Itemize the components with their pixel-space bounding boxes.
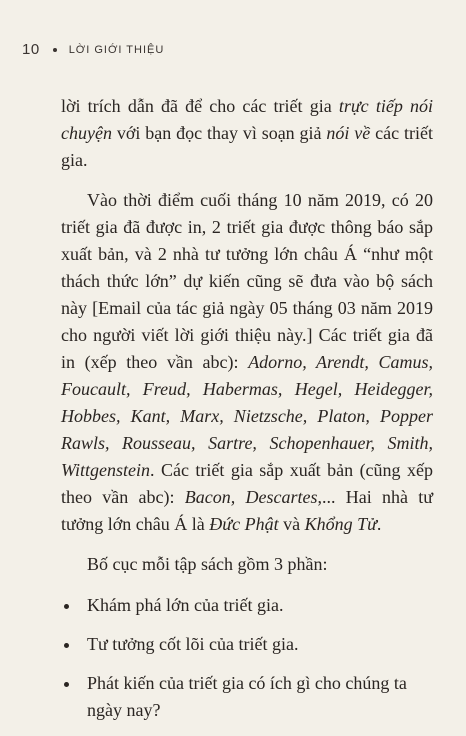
bullet-icon: [64, 643, 69, 648]
list-item: [61, 670, 433, 724]
paragraph-2: [61, 187, 433, 538]
text-run: với bạn đọc thay vì soạn giả: [111, 123, 327, 143]
list-item-text: Phát kiến của triết gia có ích gì cho chúng ta ngày nay?: [87, 673, 407, 720]
list-item: [61, 592, 433, 619]
list-item: [61, 631, 433, 658]
page-number: 10: [22, 41, 40, 58]
text-run: . Các triết gia sắp xuất bản (cũng xếp theo vần abc):: [61, 460, 433, 507]
bullet-dot-icon: [53, 48, 57, 52]
text-run: ,... Hai nhà tư tưởng lớn châu Á là: [61, 487, 434, 534]
text-run: Vào thời điểm cuối tháng 10 năm 2019, có 20 triết gia đã được in, 2 triết gia được thông báo sắp xuất bản, và 2 nhà tư tưởng lớn châu Á “như một thách thức lớn” dự kiến cũng sẽ đưa vào bộ sách này [Email của tác giả ngày 05 tháng 03 năm 2019 cho người viết lời giới thiệu này.] Các triết gia đã in (xếp theo vần abc):: [61, 190, 433, 372]
bullet-icon: [64, 682, 69, 687]
italic-run: Đức Phật: [209, 514, 279, 534]
text-run: và: [278, 514, 305, 534]
paragraph-1: [61, 93, 433, 174]
bullet-icon: [64, 604, 69, 609]
text-run: lời trích dẫn đã để cho các triết gia: [61, 96, 339, 116]
body-text: [61, 93, 433, 736]
italic-run: Khổng Tử: [304, 514, 377, 534]
list-item-text: Tư tưởng cốt lõi của triết gia.: [87, 634, 299, 654]
bullet-list: [61, 592, 433, 724]
paragraph-3: Bố cục mỗi tập sách gồm 3 phần:: [87, 554, 328, 574]
italic-run: Adorno, Arendt, Camus, Foucault, Freud, Habermas, Hegel, Heidegger, Hobbes, Kant, Marx, Nietzsche, Platon, Popper Rawls, Rousseau, Sartre, Schopenhauer, Smith, Wittgenstein: [61, 352, 433, 480]
page-header: [22, 41, 164, 58]
text-run: các triết gia.: [61, 123, 433, 170]
italic-run: nói về: [326, 123, 371, 143]
text-run: .: [376, 514, 382, 534]
italic-run: Bacon, Descartes: [184, 487, 318, 507]
list-item-text: Khám phá lớn của triết gia.: [87, 595, 284, 615]
running-title: LỜI GIỚI THIỆU: [68, 43, 165, 56]
italic-run: trực tiếp nói chuyện: [61, 96, 433, 143]
